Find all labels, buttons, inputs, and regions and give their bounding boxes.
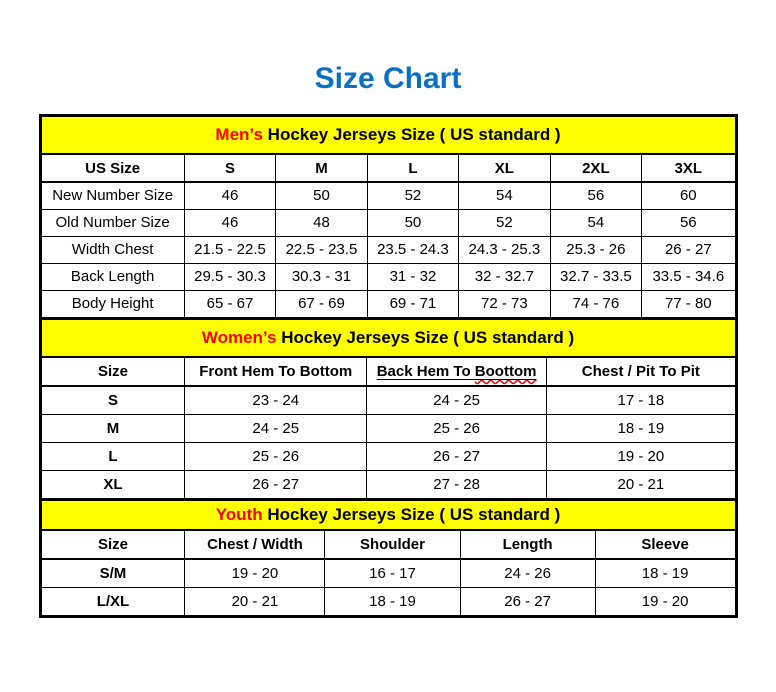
womens-column-header (367, 358, 547, 386)
size-value-cell: 24 - 25 (367, 386, 547, 414)
mens-column-header: L (367, 155, 458, 182)
size-value-cell: 18 - 19 (325, 587, 460, 615)
size-value-cell: 16 - 17 (325, 559, 460, 587)
womens-header-row (42, 358, 735, 386)
size-value-cell: 67 - 69 (276, 290, 367, 317)
page-title: Size Chart (314, 62, 462, 95)
youth-column-header: Size (42, 531, 185, 559)
size-value-cell: 22.5 - 23.5 (276, 236, 367, 263)
youth-row-label: S/M (42, 559, 185, 587)
size-value-cell: 24 - 25 (185, 414, 367, 442)
womens-section (42, 317, 735, 498)
mens-section (42, 117, 735, 317)
womens-column-header: Chest / Pit To Pit (547, 358, 735, 386)
size-value-cell: 20 - 21 (547, 470, 735, 498)
underlined-column-header (377, 363, 537, 380)
size-value-cell: 24 - 26 (460, 559, 595, 587)
size-value-cell: 52 (459, 209, 550, 236)
size-value-cell: 26 - 27 (185, 470, 367, 498)
size-value-cell: 31 - 32 (367, 263, 458, 290)
misspelled-word: Boottom (474, 363, 537, 380)
size-value-cell: 32.7 - 33.5 (550, 263, 641, 290)
mens-header-row (42, 155, 735, 182)
table-row (42, 290, 735, 317)
mens-heading-accent: Men’s (215, 125, 263, 144)
size-value-cell: 32 - 32.7 (459, 263, 550, 290)
youth-row-label: L/XL (42, 587, 185, 615)
size-value-cell: 48 (276, 209, 367, 236)
youth-section (42, 498, 735, 615)
womens-heading-accent: Women’s (201, 328, 277, 347)
size-value-cell: 26 - 27 (367, 442, 547, 470)
size-value-cell: 25 - 26 (185, 442, 367, 470)
mens-row-label: Width Chest (42, 236, 185, 263)
size-value-cell: 54 (459, 182, 550, 209)
size-value-cell: 19 - 20 (185, 559, 325, 587)
youth-column-header: Sleeve (595, 531, 734, 559)
table-row (42, 182, 735, 209)
youth-header-row (42, 531, 735, 559)
womens-row-label: L (42, 442, 185, 470)
table-row (42, 209, 735, 236)
mens-column-header: M (276, 155, 367, 182)
size-value-cell: 18 - 19 (595, 559, 734, 587)
mens-row-label: Back Length (42, 263, 185, 290)
size-value-cell: 17 - 18 (547, 386, 735, 414)
table-row (42, 263, 735, 290)
table-row (42, 442, 735, 470)
column-header-text: Back Hem To (376, 363, 475, 380)
table-row (42, 414, 735, 442)
mens-row-label: Old Number Size (42, 209, 185, 236)
size-value-cell: 54 (550, 209, 641, 236)
size-value-cell: 29.5 - 30.3 (184, 263, 275, 290)
table-row (42, 470, 735, 498)
size-value-cell: 46 (184, 209, 275, 236)
womens-row-label: S (42, 386, 185, 414)
womens-column-header: Size (42, 358, 185, 386)
womens-row-label: M (42, 414, 185, 442)
table-row (42, 559, 735, 587)
size-value-cell: 19 - 20 (595, 587, 734, 615)
mens-section-heading (42, 117, 735, 155)
size-value-cell: 24.3 - 25.3 (459, 236, 550, 263)
size-value-cell: 30.3 - 31 (276, 263, 367, 290)
mens-column-header: 2XL (550, 155, 641, 182)
mens-row-label: New Number Size (42, 182, 185, 209)
size-value-cell: 25 - 26 (367, 414, 547, 442)
size-value-cell: 50 (367, 209, 458, 236)
youth-heading-accent: Youth (215, 505, 263, 524)
size-value-cell: 18 - 19 (547, 414, 735, 442)
size-value-cell: 20 - 21 (185, 587, 325, 615)
mens-column-header: S (184, 155, 275, 182)
size-value-cell: 50 (276, 182, 367, 209)
table-row (42, 386, 735, 414)
womens-section-heading (42, 317, 735, 358)
womens-heading-text: Hockey Jerseys Size ( US standard ) (276, 328, 575, 347)
table-row (42, 587, 735, 615)
mens-column-header: XL (459, 155, 550, 182)
size-value-cell: 19 - 20 (547, 442, 735, 470)
size-value-cell: 21.5 - 22.5 (184, 236, 275, 263)
youth-size-table (42, 531, 735, 615)
size-value-cell: 77 - 80 (642, 290, 735, 317)
womens-row-label: XL (42, 470, 185, 498)
size-value-cell: 60 (642, 182, 735, 209)
size-value-cell: 72 - 73 (459, 290, 550, 317)
youth-column-header: Length (460, 531, 595, 559)
size-value-cell: 23.5 - 24.3 (367, 236, 458, 263)
size-value-cell: 52 (367, 182, 458, 209)
youth-column-header: Chest / Width (185, 531, 325, 559)
womens-column-header: Front Hem To Bottom (185, 358, 367, 386)
youth-column-header: Shoulder (325, 531, 460, 559)
womens-size-table (42, 358, 735, 498)
mens-column-header: US Size (42, 155, 185, 182)
size-value-cell: 69 - 71 (367, 290, 458, 317)
size-value-cell: 74 - 76 (550, 290, 641, 317)
size-value-cell: 56 (642, 209, 735, 236)
size-value-cell: 27 - 28 (367, 470, 547, 498)
mens-size-table (42, 155, 735, 317)
size-value-cell: 33.5 - 34.6 (642, 263, 735, 290)
size-value-cell: 46 (184, 182, 275, 209)
size-value-cell: 26 - 27 (642, 236, 735, 263)
size-value-cell: 23 - 24 (185, 386, 367, 414)
mens-heading-text: Hockey Jerseys Size ( US standard ) (262, 125, 561, 144)
table-row (42, 236, 735, 263)
mens-row-label: Body Height (42, 290, 185, 317)
size-value-cell: 25.3 - 26 (550, 236, 641, 263)
size-value-cell: 56 (550, 182, 641, 209)
size-value-cell: 26 - 27 (460, 587, 595, 615)
youth-section-heading (42, 498, 735, 531)
size-chart-tables (39, 114, 738, 618)
size-value-cell: 65 - 67 (184, 290, 275, 317)
mens-column-header: 3XL (642, 155, 735, 182)
youth-heading-text: Hockey Jerseys Size ( US standard ) (262, 505, 561, 524)
